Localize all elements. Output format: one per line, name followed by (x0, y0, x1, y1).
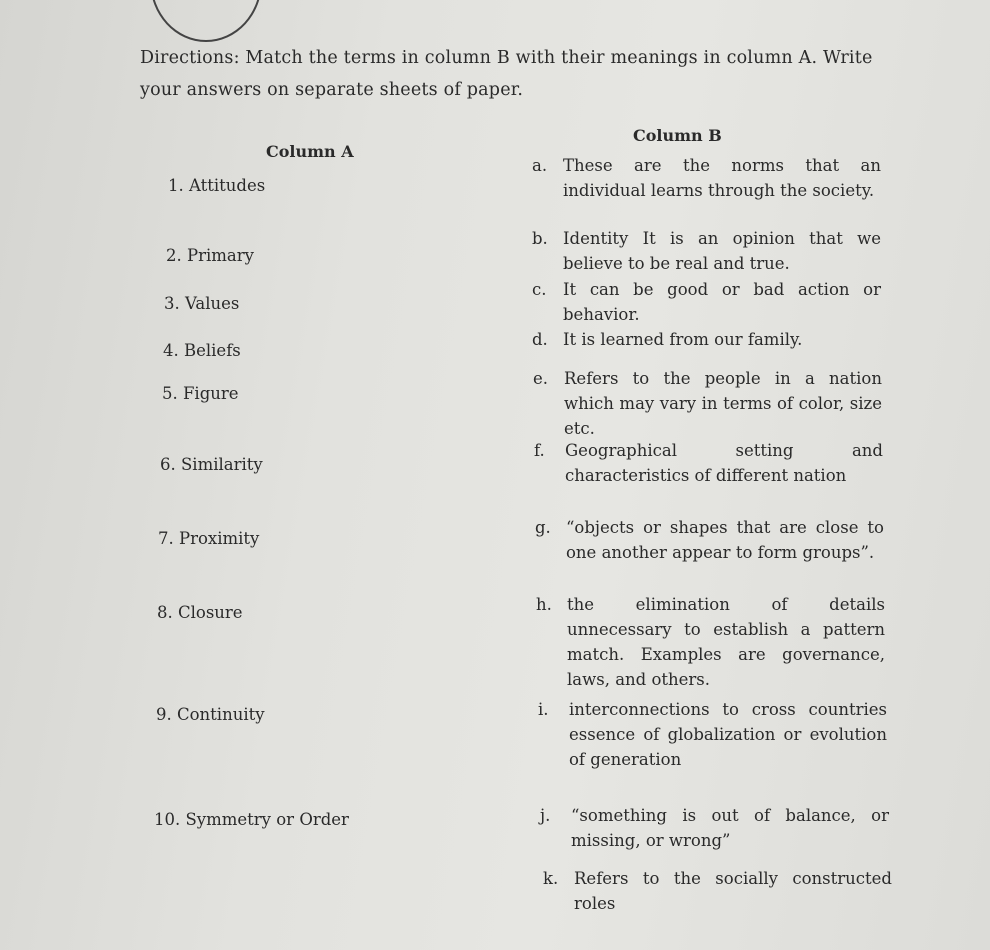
term-5: 5. Figure (162, 384, 239, 403)
definition-text: Identity It is an opinion that we believe to be real and true. (563, 229, 881, 273)
term-10: 10. Symmetry or Order (154, 810, 349, 829)
definition-f (534, 438, 883, 488)
definition-letter: j. (540, 806, 551, 825)
definition-k (543, 866, 892, 916)
definition-text: These are the norms that an individual learns through the society. (563, 156, 881, 200)
definition-b (532, 226, 881, 276)
definition-h (536, 592, 885, 692)
column-a-heading: Column A (266, 142, 354, 161)
definition-text: Refers to the socially constructed roles (574, 869, 892, 913)
definition-text: “objects or shapes that are close to one another appear to form groups”. (566, 518, 884, 562)
definition-a (532, 153, 881, 203)
term-1: 1. Attitudes (168, 176, 266, 195)
term-4: 4. Beliefs (163, 341, 241, 360)
definition-j (540, 803, 889, 853)
term-9: 9. Continuity (156, 705, 265, 724)
definition-text: the elimination of details unnecessary to establish a pattern match. Examples are governance, laws, and others. (567, 595, 885, 689)
definition-text: interconnections to cross countries essence of globalization or evolution of generation (569, 700, 887, 769)
column-b-heading: Column B (633, 126, 722, 145)
term-2: 2. Primary (166, 246, 254, 265)
definition-letter: f. (534, 441, 545, 460)
definition-text: Geographical setting and characteristics of different nation (565, 441, 883, 485)
definition-letter: i. (538, 700, 549, 719)
definition-c (532, 277, 881, 327)
directions-text: Directions: Match the terms in column B with their meanings in column A. Write your answers on separate sheets of paper. (140, 48, 873, 100)
definition-d (532, 327, 881, 352)
definition-letter: g. (535, 518, 551, 537)
definition-letter: h. (536, 595, 552, 614)
drawing-fragment (150, 0, 262, 42)
definition-text: It is learned from our family. (563, 330, 803, 349)
definition-e (533, 366, 882, 441)
definition-letter: d. (532, 330, 548, 349)
definition-letter: e. (533, 369, 549, 388)
definition-letter: b. (532, 229, 548, 248)
definition-letter: k. (543, 869, 559, 888)
term-7: 7. Proximity (158, 529, 260, 548)
term-8: 8. Closure (157, 603, 243, 622)
definition-text: Refers to the people in a nation which may vary in terms of color, size etc. (564, 369, 882, 438)
definition-g (535, 515, 884, 565)
term-6: 6. Similarity (160, 455, 263, 474)
definition-text: “something is out of balance, or missing, or wrong” (571, 806, 889, 850)
definition-text: It can be good or bad action or behavior. (563, 280, 881, 324)
definition-letter: c. (532, 280, 547, 299)
definition-i (538, 697, 887, 772)
term-3: 3. Values (164, 294, 240, 313)
definition-letter: a. (532, 156, 548, 175)
